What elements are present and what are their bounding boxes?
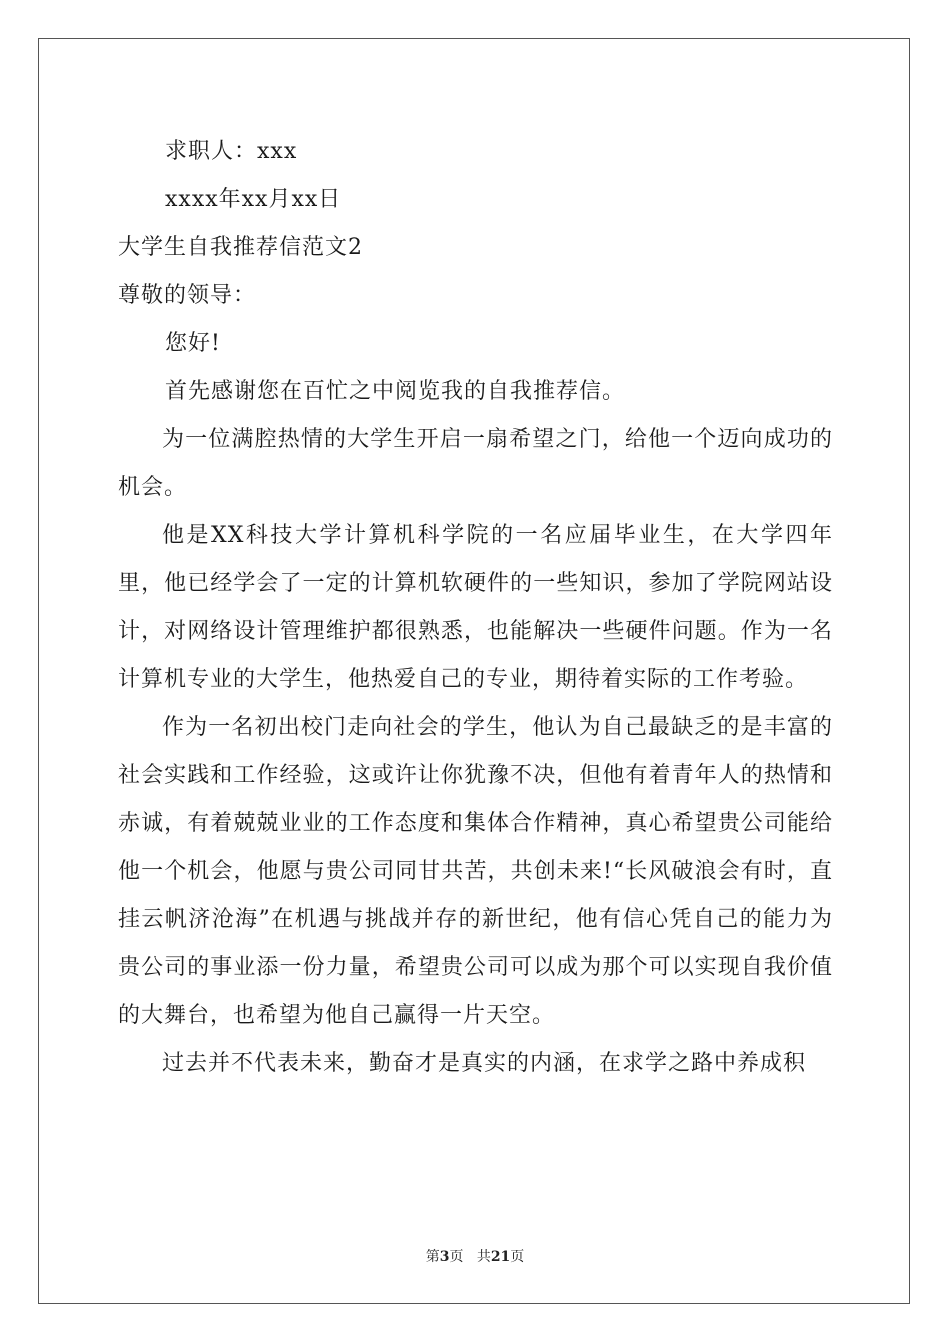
total-page-number: 21 (490, 1249, 511, 1265)
current-page-number: 3 (439, 1249, 450, 1265)
greeting: 您好! (165, 331, 221, 356)
document-body (118, 128, 833, 1088)
paragraph-opening: 为一位满腔热情的大学生开启一扇希望之门，给他一个迈向成功的机会。 (118, 427, 833, 500)
paragraph-closing: 过去并不代表未来，勤奋才是真实的内涵，在求学之路中养成积 (162, 1051, 807, 1076)
date-line: xxxx年xx月xx日 (165, 187, 342, 212)
paragraph-background: 他是XX科技大学计算机科学院的一名应届毕业生，在大学四年里，他已经学会了一定的计算机软硬件的一些知识，参加了学院网站设计，对网络设计管理维护都很熟悉，也能解决一些硬件问题。作为一名计算机专业的大学生，他热爱自己的专业，期待着实际的工作考验。 (118, 523, 833, 692)
paragraph-motivation: 作为一名初出校门走向社会的学生，他认为自己最缺乏的是丰富的社会实践和工作经验，这或许让你犹豫不决，但他有着青年人的热情和赤诚，有着兢兢业业的工作态度和集体合作精神，真心希望贵公司能给他一个机会，他愿与贵公司同甘共苦，共创未来!“长风破浪会有时，直挂云帆济沧海”在机遇与挑战并存的新世纪，他有信心凭自己的能力为贵公司的事业添一份力量，希望贵公司可以成为那个可以实现自我价值的大舞台，也希望为他自己赢得一片天空。 (118, 715, 833, 1028)
salutation: 尊敬的领导： (118, 283, 257, 308)
applicant-line: 求职人：xxx (165, 139, 298, 164)
footer-total-suffix: 页 (510, 1249, 525, 1265)
thanks-line: 首先感谢您在百忙之中阅览我的自我推荐信。 (165, 379, 626, 404)
footer-page-suffix: 页 (449, 1249, 464, 1265)
footer-prefix: 第 (425, 1249, 440, 1265)
page-footer (0, 1246, 950, 1266)
footer-total-prefix: 共 (476, 1249, 491, 1265)
letter-title: 大学生自我推荐信范文2 (118, 235, 363, 260)
